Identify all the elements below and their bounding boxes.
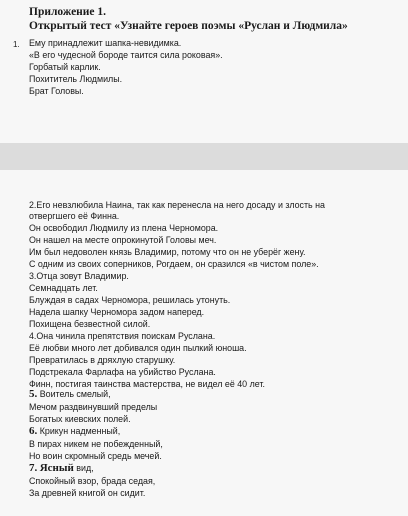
poem-line: В пирах никем не побежденный, [29, 439, 163, 449]
q1-line: «В его чудесной бороде таится сила роковая». [29, 50, 223, 60]
question-1-number: 1. [13, 40, 20, 49]
page-2 [0, 170, 408, 516]
text-line: 4.Она чинила препятствия поискам Руслана. [29, 331, 216, 341]
text-line: Превратилась в дряхлую старушку. [29, 355, 176, 365]
poem-line: Богатых киевских полей. [29, 414, 131, 424]
text-line: Им был недоволен князь Владимир, потому что он не уберёг жену. [29, 247, 306, 257]
q6-first-line: Крикун надменный, [39, 426, 121, 436]
poem-line: Мечом раздвинувший пределы [29, 402, 158, 412]
question-7-heading [29, 463, 94, 474]
q7-rest: вид, [73, 463, 94, 473]
text-line: Он нашел на месте опрокинутой Головы меч. [29, 235, 217, 245]
q1-line: Горбатый карлик. [29, 62, 101, 72]
question-6-heading [29, 426, 120, 437]
q6-number: 6. [29, 425, 38, 437]
text-line: Блуждая в садах Черномора, решилась утонуть. [29, 295, 231, 305]
text-line: Он освободил Людмилу из плена Черномора. [29, 223, 219, 233]
text-line: Подстрекала Фарлафа на убийство Руслана. [29, 367, 216, 377]
q1-line: Похититель Людмилы. [29, 74, 123, 84]
poem-line: Но воин скромный средь мечей. [29, 451, 162, 461]
text-line: Похищена безвестной силой. [29, 319, 151, 329]
text-line: Финн, постигая таинства мастерства, не видел её 40 лет. [29, 379, 265, 389]
q1-line: Ему принадлежит шапка-невидимка. [29, 38, 182, 48]
q7-word: Ясный [39, 462, 74, 474]
text-line: С одним из своих соперников, Рогдаем, он сразился «в чистом поле». [29, 259, 319, 269]
test-title: Открытый тест «Узнайте героев поэмы «Руслан и Людмила» [29, 20, 348, 32]
text-line: 2.Его невзлюбила Наина, так как перенесла на него досаду и злость на [29, 200, 325, 210]
q5-first-line: Воитель смелый, [39, 389, 111, 399]
text-line: Семнадцать лет. [29, 283, 98, 293]
text-line: отвергшего её Финна. [29, 211, 120, 221]
appendix-title: Приложение 1. [29, 6, 107, 18]
text-line: 3.Отца зовут Владимир. [29, 271, 129, 281]
q5-number: 5. [29, 388, 38, 400]
q1-line: Брат Головы. [29, 86, 84, 96]
page-gap [0, 143, 408, 170]
poem-line: Спокойный взор, брада седая, [29, 476, 156, 486]
text-line: Её любви много лет добивался один пылкий юноша. [29, 343, 247, 353]
q7-number: 7. [29, 462, 38, 474]
page-1 [0, 0, 408, 143]
question-5-heading [29, 389, 111, 400]
poem-line: За древней книгой он сидит. [29, 488, 146, 498]
text-line: Надела шапку Черномора задом наперед. [29, 307, 205, 317]
